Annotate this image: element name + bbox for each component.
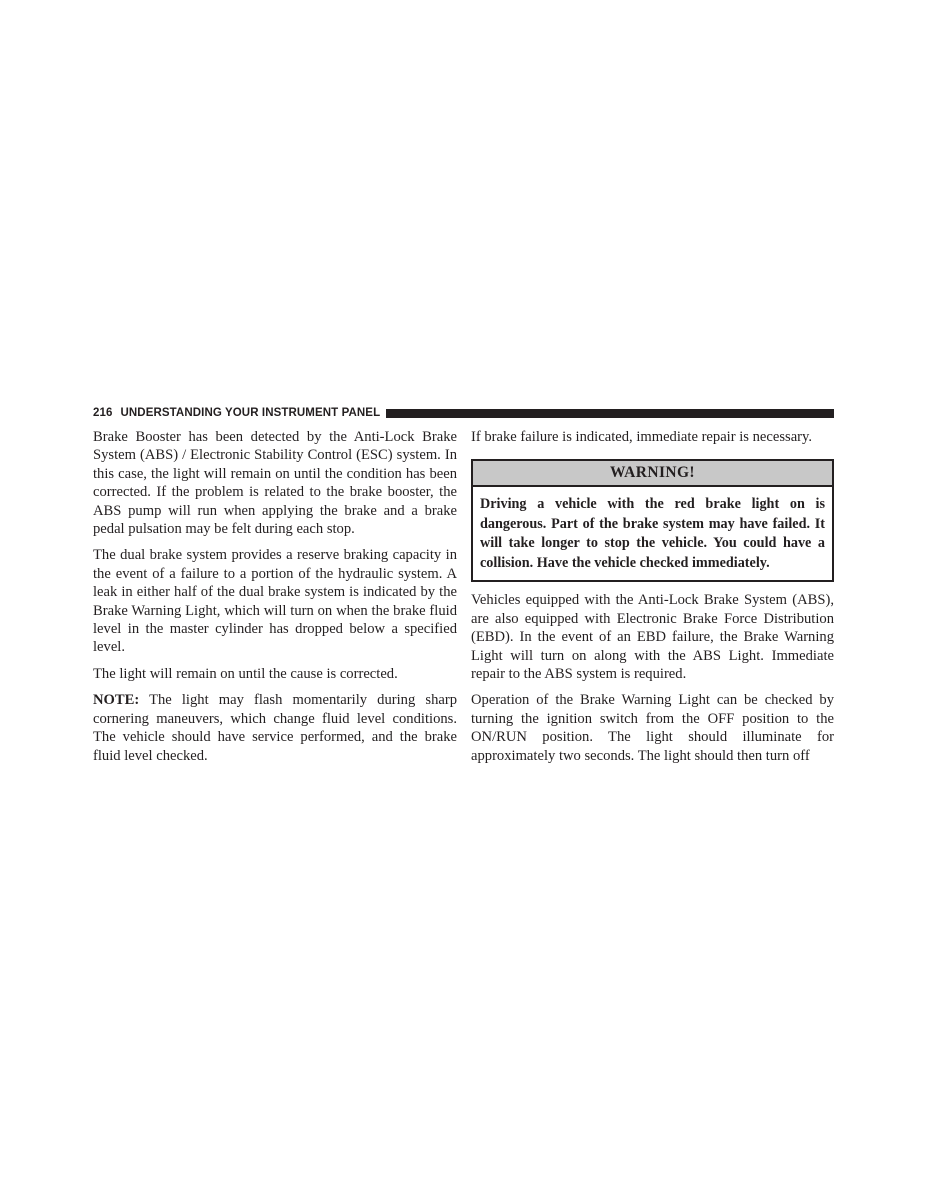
paragraph: If brake failure is indicated, immediate repair is necessary. bbox=[471, 429, 813, 445]
page-number: 216 bbox=[93, 407, 113, 419]
paragraph: Vehicles equipped with the Anti-Lock Brake System (ABS), are also equipped with Electronic Brake Force Distribution (EBD). In the event of an EBD failure, the Brake Warning Light will turn on along with the ABS Light. Immediate repair to the ABS system is required. bbox=[471, 592, 834, 683]
section-title: UNDERSTANDING YOUR INSTRUMENT PANEL bbox=[120, 407, 381, 419]
right-column bbox=[471, 428, 834, 773]
header-rule bbox=[386, 409, 834, 418]
paragraph: The dual brake system provides a reserve braking capacity in the event of a failure to a portion of the hydraulic system. A leak in either half of the dual brake system is indicated by the Brake Warning Light, which will turn on when the brake fluid level in the master cylinder has dropped below a specified level. bbox=[93, 547, 457, 656]
paragraph: Brake Booster has been detected by the Anti-Lock Brake System (ABS) / Electronic Stability Control (ESC) system. In this case, the light will remain on until the condition has been corrected. If the problem is related to the brake booster, the ABS pump will run when applying the brake and a brake pedal pulsation may be felt during each stop. bbox=[93, 429, 457, 538]
warning-box bbox=[471, 459, 834, 582]
left-column bbox=[93, 428, 457, 773]
paragraph: Operation of the Brake Warning Light can be checked by turning the ignition switch from the OFF position to the ON/RUN position. The light should illuminate for approximately two seconds. The light should then turn off bbox=[471, 692, 834, 764]
page-header bbox=[93, 405, 834, 421]
note-text: The light may flash momentarily during sharp cornering maneuvers, which change fluid level conditions. The vehicle should have service performed, and the brake fluid level checked. bbox=[93, 692, 457, 764]
note-label: NOTE: bbox=[93, 692, 140, 709]
warning-title: WARNING! bbox=[473, 461, 832, 487]
warning-text: Driving a vehicle with the red brake light on is dangerous. Part of the brake system may have failed. It will take longer to stop the vehicle. You could have a collision. Have the vehicle checked immediately. bbox=[480, 496, 825, 571]
paragraph: The light will remain on until the cause is corrected. bbox=[93, 665, 398, 682]
note-paragraph bbox=[93, 691, 457, 765]
